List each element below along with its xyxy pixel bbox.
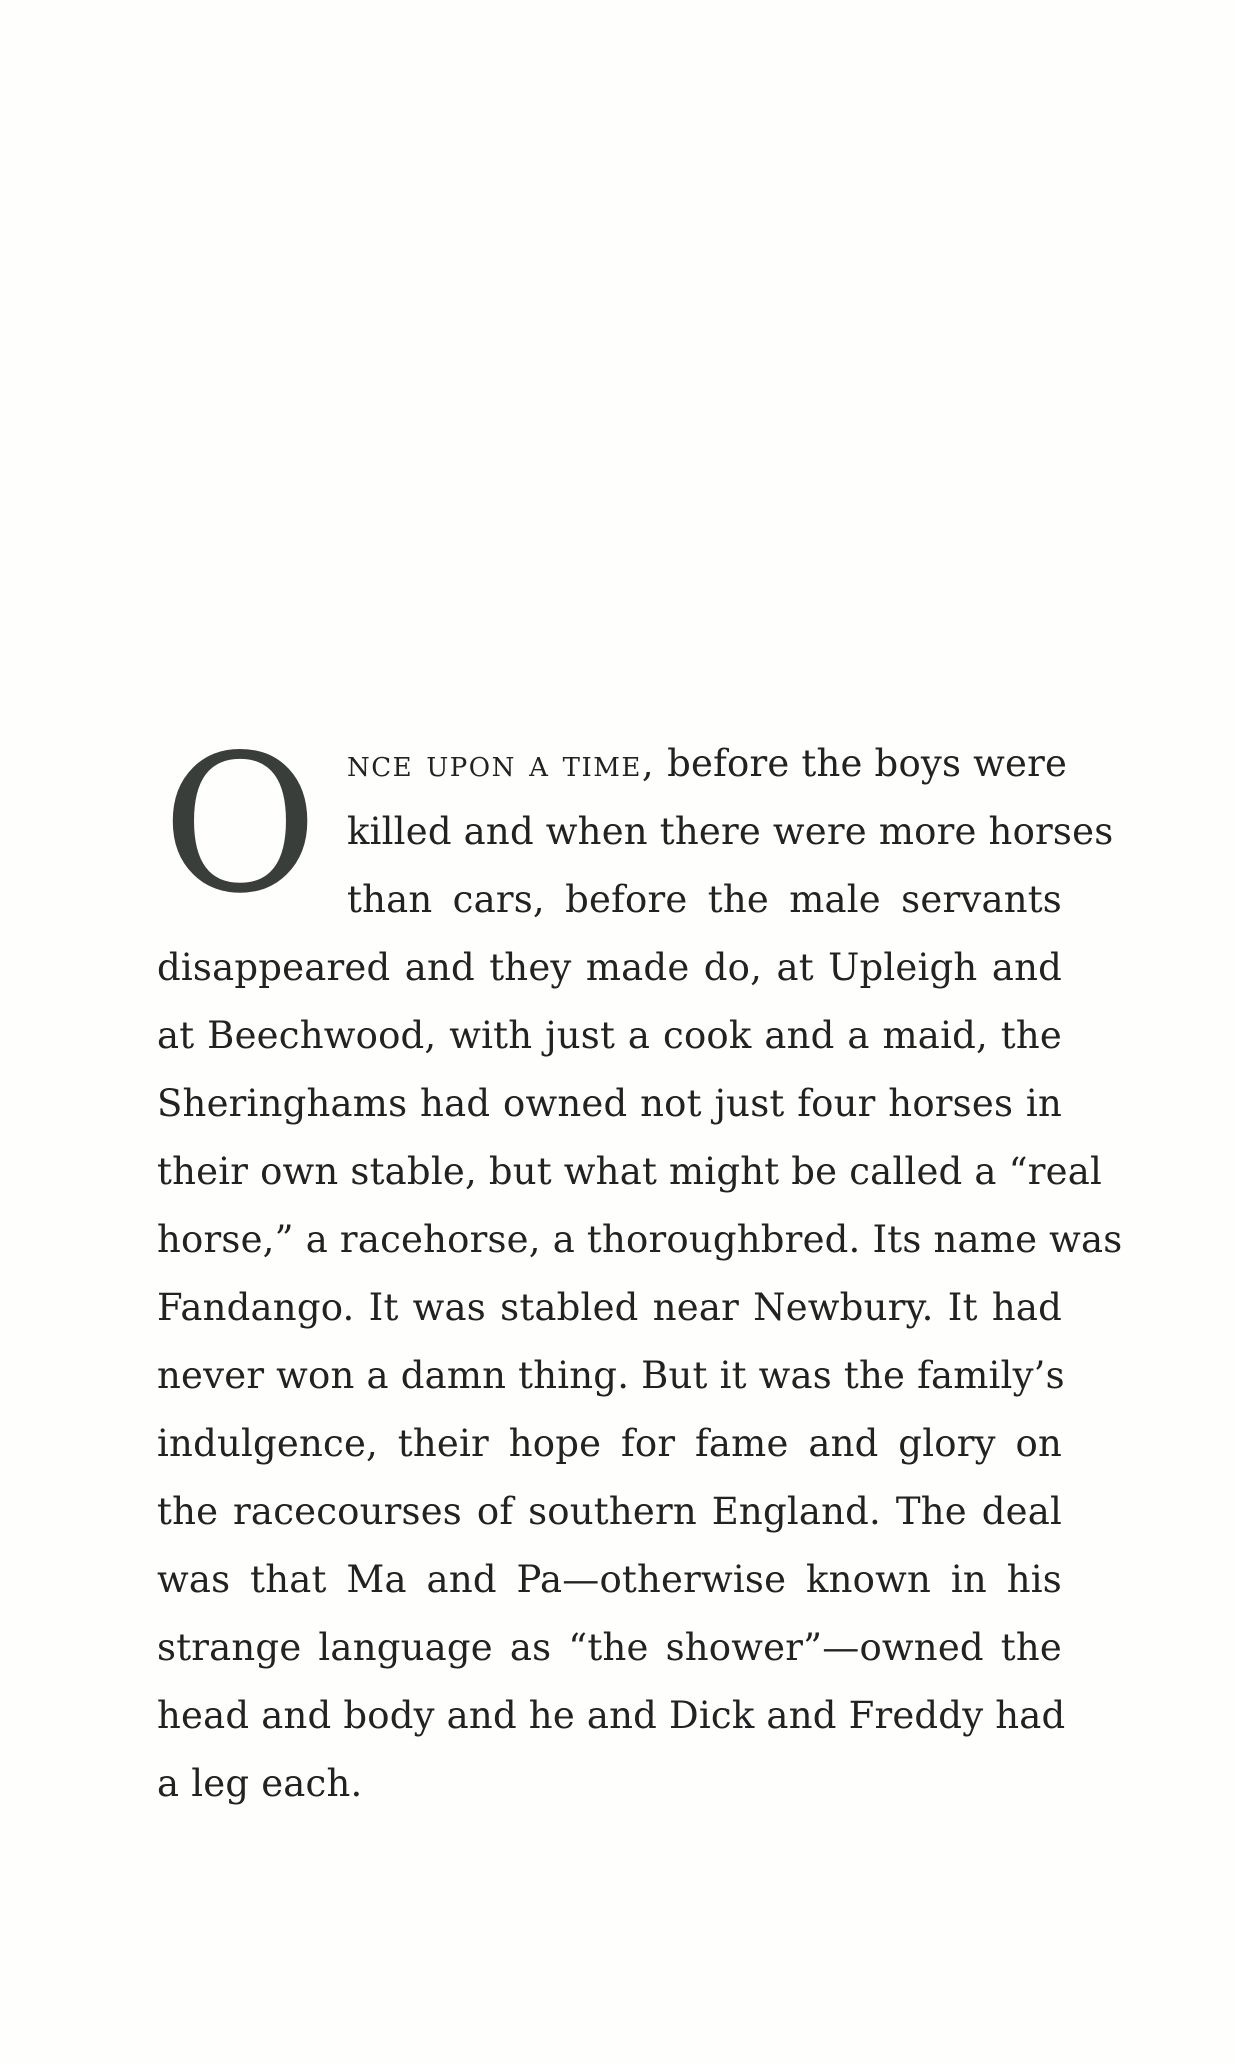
text-line-15: head and body and he and Dick and Freddy had — [157, 1694, 1066, 1737]
text-line-1 — [347, 742, 1068, 792]
text-line-5: at Beechwood, with just a cook and a maid, the — [157, 1014, 1062, 1057]
text-line-4: disappeared and they made do, at Upleigh and — [157, 946, 1062, 989]
text-line-16: a leg each. — [157, 1762, 363, 1805]
text-line-11: indulgence, their hope for fame and glory on — [157, 1422, 1062, 1465]
text-line-3: than cars, before the male servants — [347, 878, 1062, 921]
text-line-7: their own stable, but what might be called a “real — [157, 1150, 1103, 1193]
text-line-14: strange language as “the shower”—owned the — [157, 1626, 1062, 1669]
text-line-9: Fandango. It was stabled near Newbury. It had — [157, 1286, 1062, 1329]
text-line-13: was that Ma and Pa—otherwise known in his — [157, 1558, 1062, 1601]
text-line-2: killed and when there were more horses — [347, 810, 1114, 853]
first-line-rest: before the boys were — [667, 742, 1068, 785]
text-line-10: never won a damn thing. But it was the family’s — [157, 1354, 1065, 1397]
drop-cap-o — [150, 740, 330, 920]
text-line-8: horse,” a racehorse, a thoroughbred. Its name was — [157, 1218, 1123, 1261]
text-line-12: the racecourses of southern England. The deal — [157, 1490, 1062, 1533]
lead-in-small-caps: nce upon a time, — [347, 742, 656, 785]
text-line-6: Sheringhams had owned not just four horses in — [157, 1082, 1062, 1125]
drop-cap-letter: O — [162, 740, 318, 920]
